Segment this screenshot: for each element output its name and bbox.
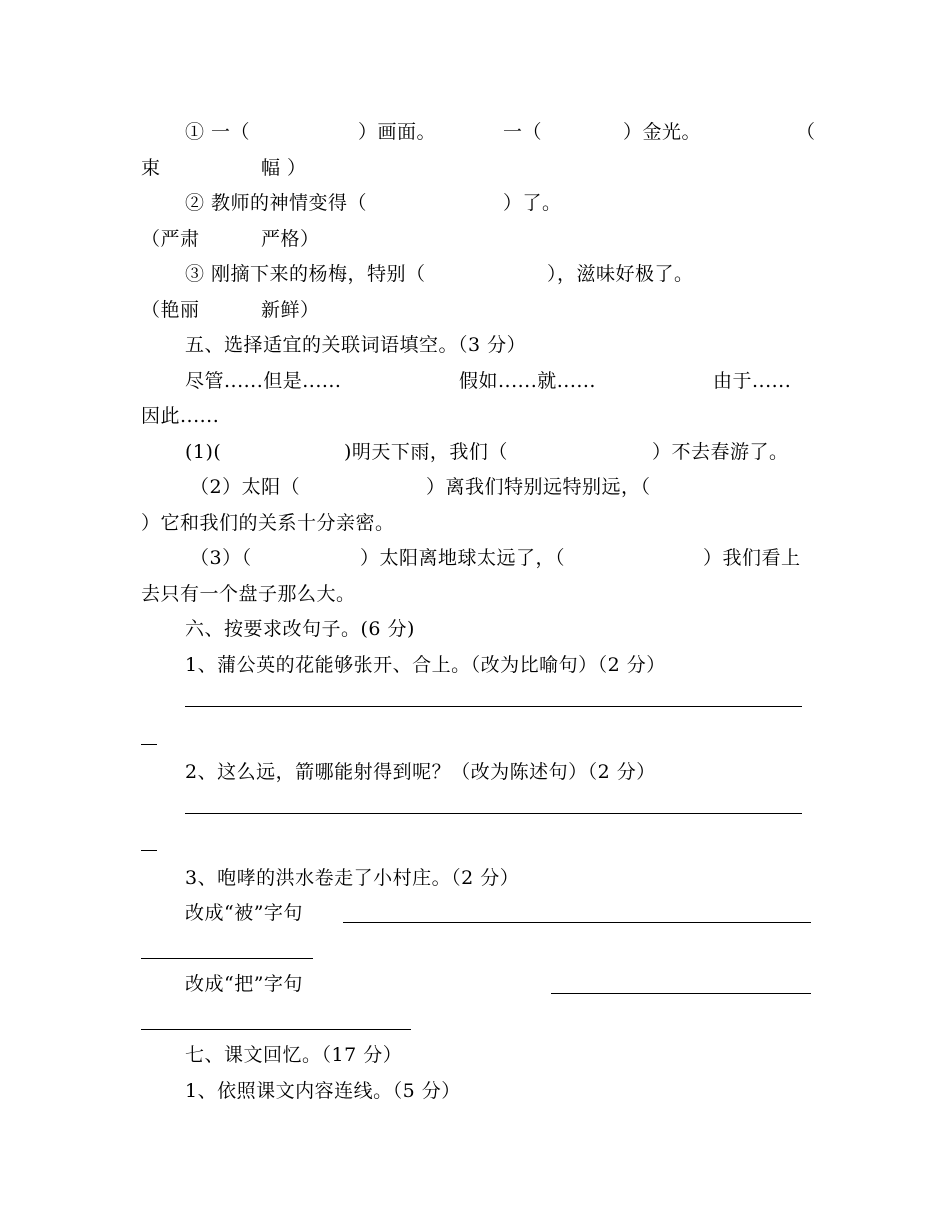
question-2: ）它和我们的关系十分亲密。	[141, 512, 395, 534]
conjunction-option-1: 尽管......但是......	[185, 370, 342, 392]
answer-line[interactable]	[185, 813, 802, 814]
question-2: ）离我们特别远特别远，（	[426, 476, 651, 498]
question-3: 去只有一个盘子那么大。	[141, 583, 356, 605]
conjunction-option-3: 由于......	[713, 370, 792, 392]
matching-prompt: 1、依照课文内容连线。（5 分）	[185, 1080, 461, 1102]
rewrite-2-prompt: 2、这么远，箭哪能射得到呢？（改为陈述句）（2 分）	[185, 761, 656, 783]
answer-line[interactable]	[141, 744, 157, 745]
answer-line[interactable]	[343, 922, 811, 923]
answer-line[interactable]	[141, 850, 157, 851]
item-2-text: ）了。	[503, 192, 562, 214]
item-2-text: ② 教师的神情变得（	[185, 192, 368, 214]
conjunction-option-3: 因此......	[141, 405, 220, 427]
word-choice-1: （严肃	[141, 228, 200, 250]
section-6-heading: 六、按要求改句子。(6 分)	[185, 618, 415, 640]
rewrite-1-prompt: 1、蒲公英的花能够张开、合上。（改为比喻句）（2 分）	[185, 654, 666, 676]
word-choice-2: 严格）	[261, 228, 320, 250]
question-3: ）我们看上	[703, 547, 801, 569]
word-choice-2: 幅 ）	[261, 157, 307, 179]
rewrite-3-prompt: 3、咆哮的洪水卷走了小村庄。（2 分）	[185, 867, 520, 889]
item-1-text: ）金光。	[623, 121, 702, 143]
rewrite-3-ba: 改成“把”字句	[185, 973, 303, 995]
item-1-text: （	[796, 121, 816, 143]
section-7-heading: 七、课文回忆。（17 分）	[185, 1044, 403, 1066]
question-1: ）不去春游了。	[652, 441, 789, 463]
rewrite-3-passive: 改成“被”字句	[185, 902, 303, 924]
question-3: （3）（	[190, 547, 252, 569]
question-1: )明天下雨，我们（	[344, 441, 508, 463]
answer-line[interactable]	[141, 1029, 411, 1030]
question-3: ）太阳离地球太远了，（	[360, 547, 566, 569]
answer-line[interactable]	[141, 958, 313, 959]
word-choice-2: 新鲜）	[261, 299, 320, 321]
item-1-text: ① 一（	[185, 121, 251, 143]
word-choice-1: （艳丽	[141, 299, 200, 321]
question-1: (1)(	[185, 441, 222, 463]
item-1-text: ）画面。	[358, 121, 437, 143]
question-2: （2）太阳（	[190, 476, 301, 498]
item-3-text: ），滋味好极了。	[547, 263, 694, 285]
answer-line[interactable]	[551, 993, 811, 994]
answer-line[interactable]	[185, 706, 802, 707]
conjunction-option-2: 假如......就......	[459, 370, 596, 392]
word-choice-1: 束	[141, 157, 161, 179]
item-3-text: ③ 刚摘下来的杨梅，特别（	[185, 263, 426, 285]
item-1-text: 一（	[503, 121, 543, 143]
section-5-heading: 五、选择适宜的关联词语填空。（3 分）	[185, 334, 527, 356]
